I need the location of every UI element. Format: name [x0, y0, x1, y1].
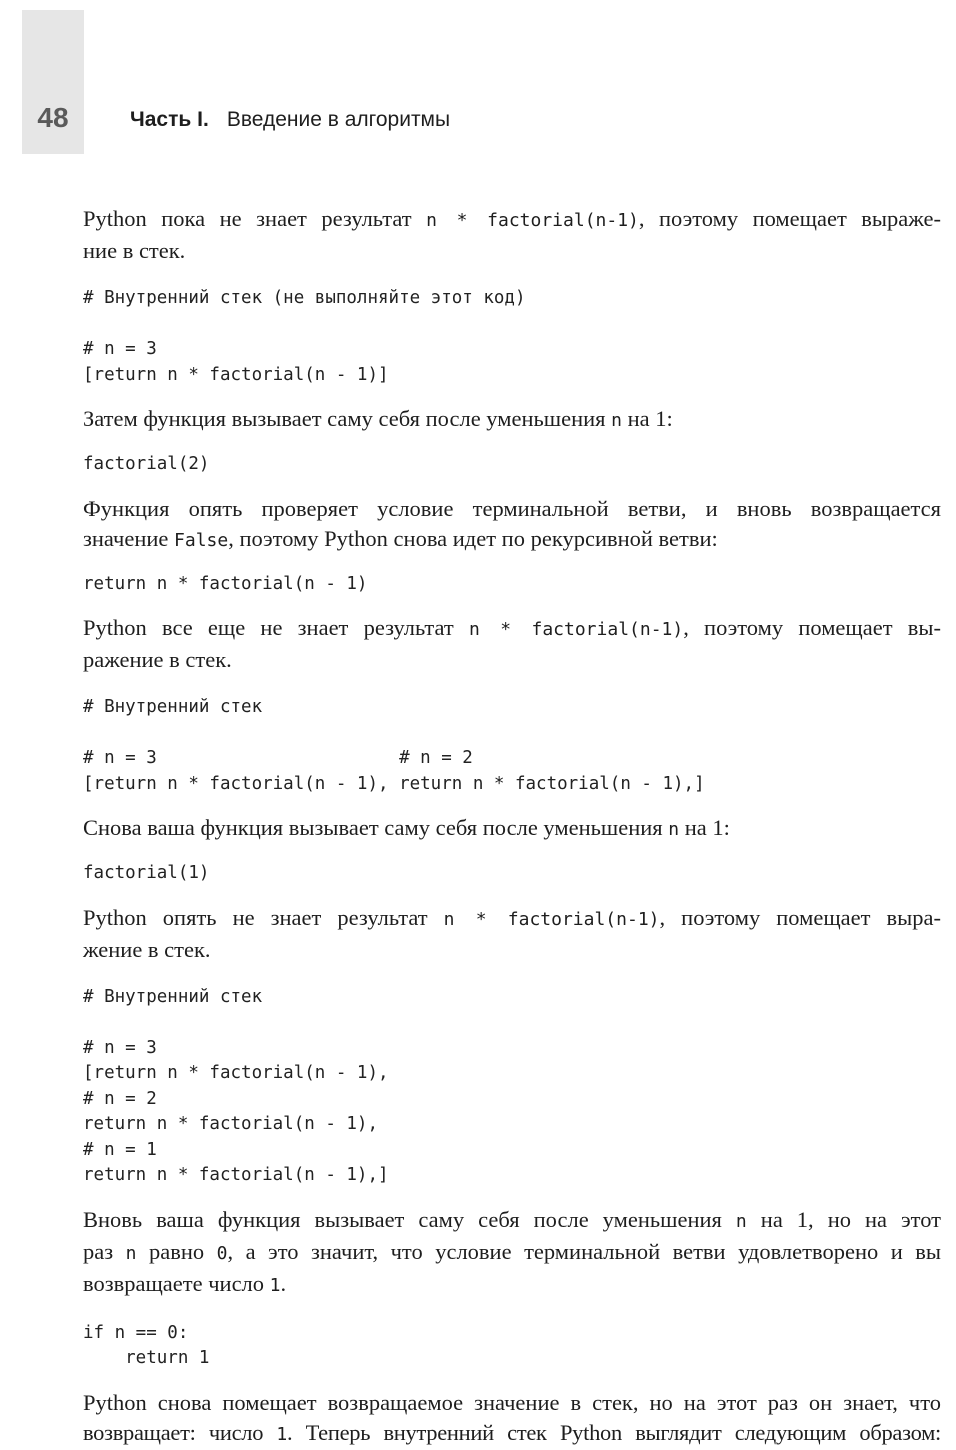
running-head [130, 108, 450, 132]
paragraph-continuation: жение в стек. [83, 936, 211, 962]
code-block: if n == 0: return 1 [83, 1322, 210, 1368]
paragraph-continuation: раз n равно 0, а это значит, что условие терминальной ветви удовлетворено и вы [83, 1238, 941, 1264]
code-block: return n * factorial(n - 1) [83, 573, 368, 594]
paragraph-continuation: значение False, поэтому Python снова идет по рекурсивной ветви: [83, 525, 718, 551]
body-text [83, 204, 941, 1450]
paragraph: Затем функция вызывает саму себя после уменьшения n на 1: [83, 406, 673, 431]
code-block: factorial(2) [83, 454, 210, 474]
page-number: 48 [37, 102, 69, 133]
paragraph: Python пока не знает результат n * factorial(n-1), поэтому помещает выраже- [83, 206, 941, 231]
paragraph-continuation: возвращаете число 1. [83, 1270, 287, 1296]
chapter-title: Введение в алгоритмы [226, 108, 451, 131]
paragraph: Функция опять проверяет условие терминальной ветви, и вновь возвращается [83, 495, 941, 521]
paragraph: Вновь ваша функция вызывает саму себя после уменьшения n на 1, но на этот [83, 1206, 942, 1232]
paragraph-continuation: ражение в стек. [83, 647, 232, 672]
code-block: # Внутренний стек (не выполняйте этот код) # n = 3 [return n * factorial(n - 1)] [83, 288, 526, 385]
code-block: # Внутренний стек # n = 3 # n = 2 [return n * factorial(n - 1), return n * factorial(n - 1),] [83, 697, 705, 794]
paragraph-continuation: возвращает: число 1. Теперь внутренний стек Python выглядит следующим образом: [83, 1419, 941, 1445]
code-block: factorial(1) [83, 863, 210, 883]
paragraph: Снова ваша функция вызывает саму себя после уменьшения n на 1: [83, 815, 730, 840]
paragraph-continuation: ние в стек. [83, 238, 186, 263]
paragraph: Python снова помещает возвращаемое значение в стек, но на этот раз он знает, что [83, 1389, 941, 1415]
part-label: Часть I. [130, 108, 209, 131]
paragraph: Python опять не знает результат n * factorial(n-1), поэтому помещает выра- [83, 904, 941, 930]
code-block: # Внутренний стек # n = 3 [return n * factorial(n - 1), # n = 2 return n * factorial(n - 1), # n = 1 return n * factorial(n - 1),] [83, 986, 389, 1185]
paragraph: Python все еще не знает результат n * factorial(n-1), поэтому помещает вы- [83, 615, 941, 640]
